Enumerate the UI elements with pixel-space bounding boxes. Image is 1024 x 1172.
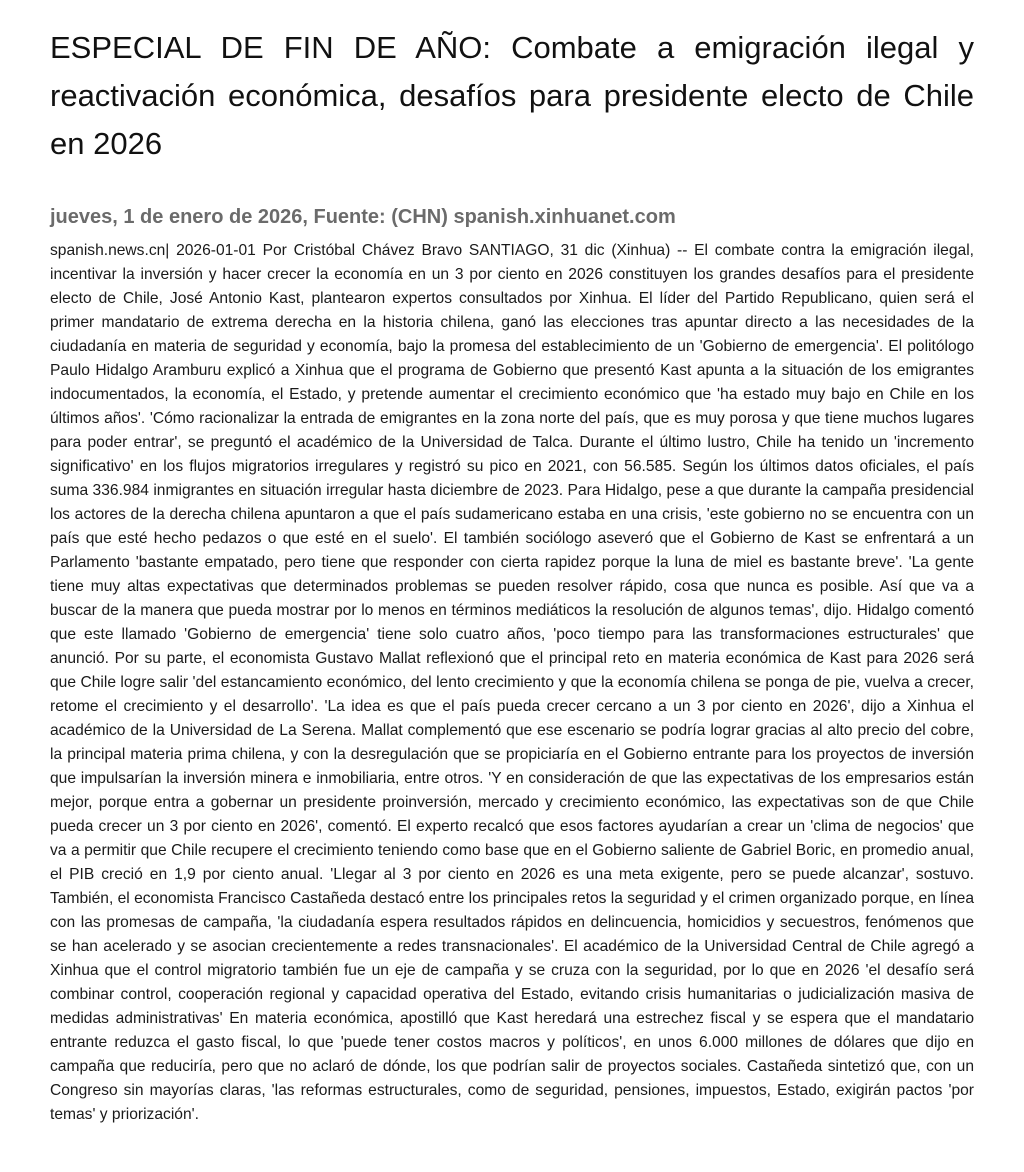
article	[50, 24, 974, 1127]
article-title: ESPECIAL DE FIN DE AÑO: Combate a emigración ilegal y reactivación económica, desafíos para presidente electo de Chile en 2026	[50, 30, 974, 161]
article-meta: jueves, 1 de enero de 2026, Fuente: (CHN) spanish.xinhuanet.com	[50, 206, 676, 228]
article-body: spanish.news.cn| 2026-01-01 Por Cristóbal Chávez Bravo SANTIAGO, 31 dic (Xinhua) -- El combate contra la emigración ilegal, incentivar la inversión y hacer crecer la economía en un 3 por ciento en 2026 constituyen los grandes desafíos para el presidente electo de Chile, José Antonio Kast, plantearon expertos consultados por Xinhua. El líder del Partido Republicano, quien será el primer mandatario de extrema derecha en la historia chilena, ganó las elecciones tras apuntar directo a las necesidades de la ciudadanía en materia de seguridad y economía, bajo la promesa del establecimiento de un 'Gobierno de emergencia'. El politólogo Paulo Hidalgo Aramburu explicó a Xinhua que el programa de Gobierno que presentó Kast apunta a la situación de los emigrantes indocumentados, la economía, el Estado, y pretende aumentar el crecimiento económico que 'ha estado muy bajo en Chile en los últimos años'. 'Cómo racionalizar la entrada de emigrantes en la zona norte del país, que es muy porosa y que tiene muchos lugares para poder entrar', se preguntó el académico de la Universidad de Talca. Durante el último lustro, Chile ha tenido un 'incremento significativo' en los flujos migratorios irregulares y registró su pico en 2021, con 56.585. Según los últimos datos oficiales, el país suma 336.984 inmigrantes en situación irregular hasta diciembre de 2023. Para Hidalgo, pese a que durante la campaña presidencial los actores de la derecha chilena apuntaron a que el país sudamericano estaba en una crisis, 'este gobierno no se encuentra con un país que esté hecho pedazos o que esté en el suelo'. El también sociólogo aseveró que el Gobierno de Kast se enfrentará a un Parlamento 'bastante empatado, pero tiene que responder con cierta rapidez porque la luna de miel es bastante breve'. 'La gente tiene muy altas expectativas que determinados problemas se pueden resolver rápido, cosa que nunca es posible. Así que va a buscar de la manera que pueda mostrar por lo menos en términos mediáticos la resolución de algunos temas', dijo. Hidalgo comentó que este llamado 'Gobierno de emergencia' tiene solo cuatro años, 'poco tiempo para las transformaciones estructurales' que anunció. Por su parte, el economista Gustavo Mallat reflexionó que el principal reto en materia económica de Kast para 2026 será que Chile logre salir 'del estancamiento económico, del lento crecimiento y que la economía chilena se ponga de pie, vuelva a crecer, retome el crecimiento y el desarrollo'. 'La idea es que el país pueda crecer cercano a un 3 por ciento en 2026', dijo a Xinhua el académico de la Universidad de La Serena. Mallat complementó que ese escenario se podría lograr gracias al alto precio del cobre, la principal materia prima chilena, y con la desregulación que se propiciaría en el Gobierno entrante para los proyectos de inversión que impulsarían la inversión minera e inmobiliaria, entre otros. 'Y en consideración de que las expectativas de los empresarios están mejor, porque entra a gobernar un presidente proinversión, mercado y crecimiento económico, las expectativas son de que Chile pueda crecer un 3 por ciento en 2026', comentó. El experto recalcó que esos factores ayudarían a crear un 'clima de negocios' que va a permitir que Chile recupere el crecimiento teniendo como base que en el Gobierno saliente de Gabriel Boric, en promedio anual, el PIB creció en 1,9 por ciento anual. 'Llegar al 3 por ciento en 2026 es una meta exigente, pero se puede alcanzar', sostuvo. También, el economista Francisco Castañeda destacó entre los principales retos la seguridad y el crimen organizado porque, en línea con las promesas de campaña, 'la ciudadanía espera resultados rápidos en delincuencia, homicidios y secuestros, fenómenos que se han acelerado y se asocian crecientemente a redes transnacionales'. El académico de la Universidad Central de Chile agregó a Xinhua que el control migratorio también fue un eje de campaña y se cruza con la seguridad, por lo que en 2026 'el desafío será combinar control, cooperación regional y capacidad operativa del Estado, evitando crisis humanitarias o judicialización masiva de medidas administrativas' En materia económica, apostilló que Kast heredará una estrechez fiscal y se espera que el mandatario entrante reduzca el gasto fiscal, lo que 'puede tener costos macros y políticos', en unos 6.000 millones de dólares que dijo en campaña que reduciría, pero que no aclaró de dónde, los que podrían salir de proyectos sociales. Castañeda sintetizó que, con un Congreso sin mayorías claras, 'las reformas estructurales, como de seguridad, pensiones, impuestos, Estado, exigirán pactos 'por temas' y priorización'.	[50, 242, 975, 1123]
